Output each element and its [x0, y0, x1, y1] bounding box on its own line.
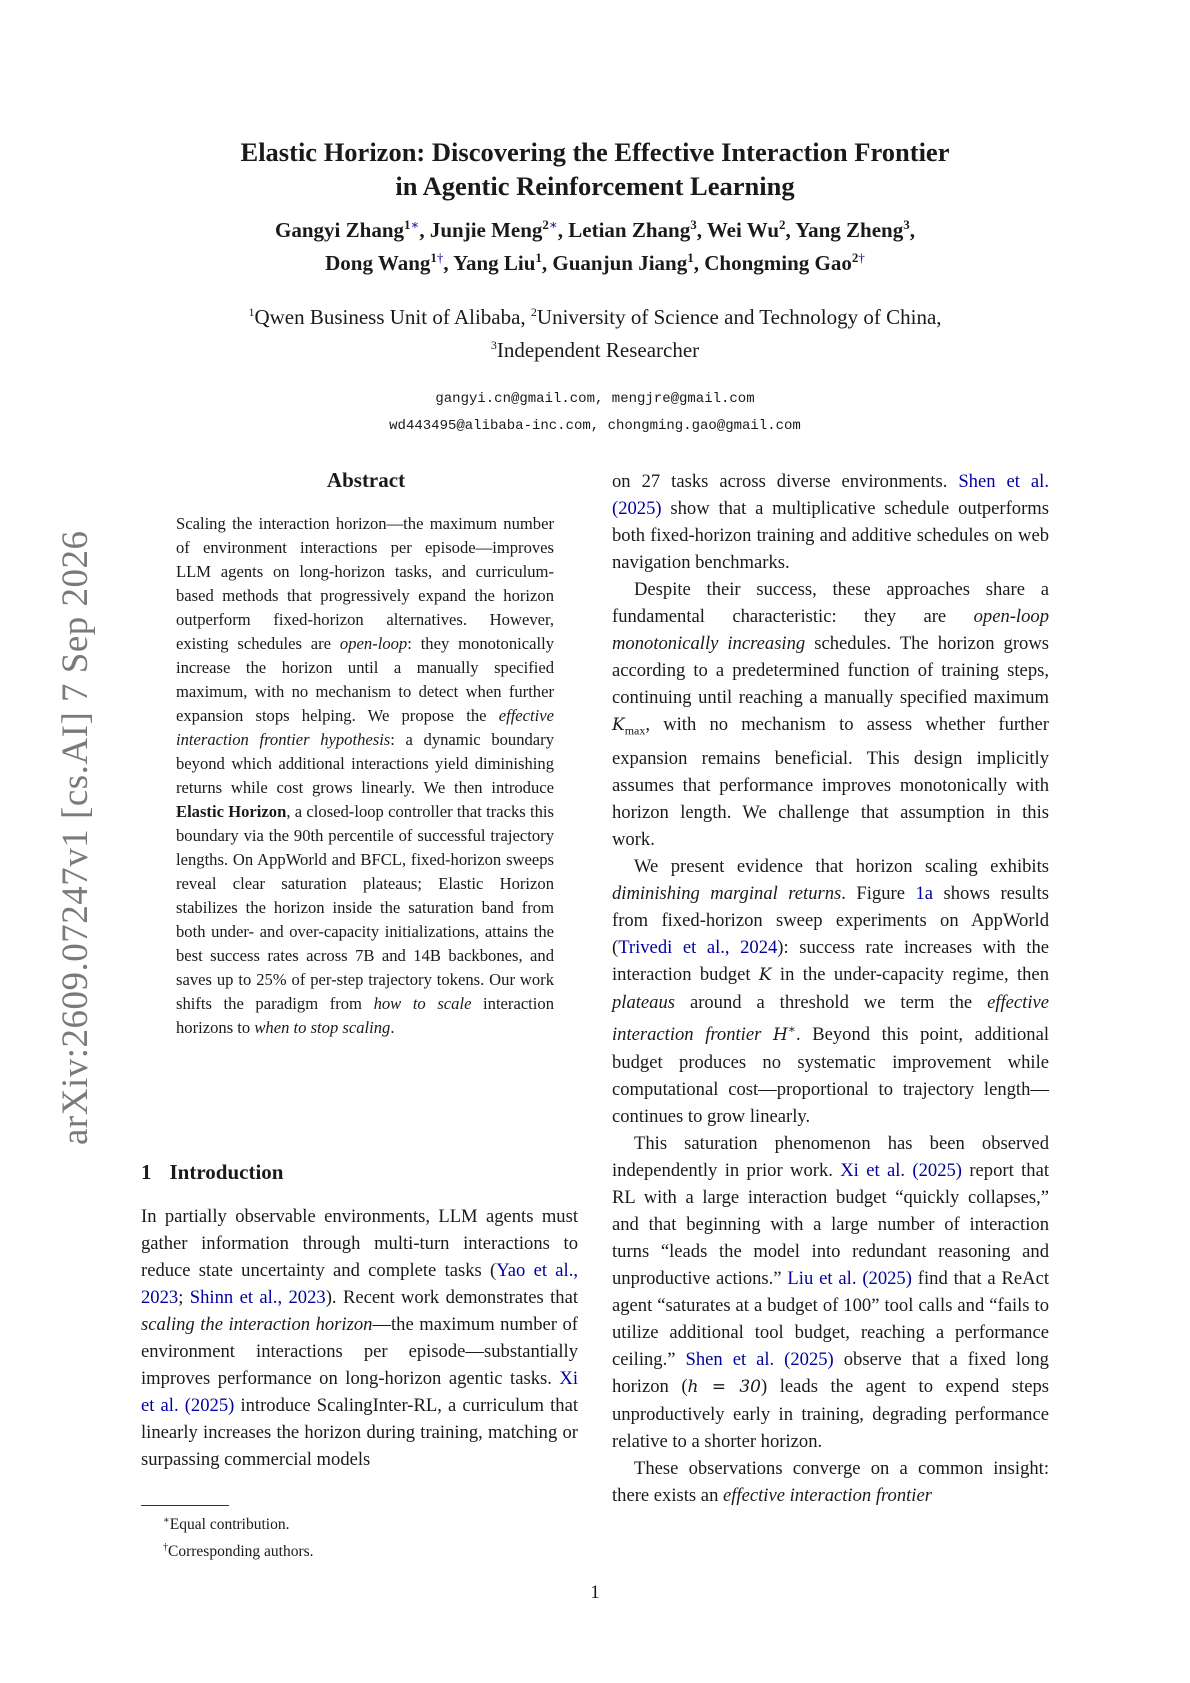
- body-text: ;: [178, 1287, 190, 1308]
- body-text: show that a multiplicative schedule outperforms both fixed-horizon training and additive schedules on web navigation benchmarks.: [612, 498, 1049, 573]
- paragraph: [612, 1455, 1049, 1509]
- abstract-emphasis: how to scale: [373, 994, 472, 1013]
- citation-link[interactable]: Trivedi et al., 2024: [618, 936, 778, 958]
- body-text: , with no mechanism to assess whether further expansion remains beneficial. This design implicitly assumes that performance improves monotonically with horizon length. We challenge that assumption in this work.: [612, 714, 1049, 850]
- author-affiliation-sup: 2: [779, 217, 786, 232]
- affiliation-line-2: [180, 331, 1010, 364]
- affiliation-independent: Independent Researcher: [496, 338, 700, 362]
- title-line-1: Elastic Horizon: Discovering the Effective Interaction Frontier: [240, 137, 950, 167]
- author-name: Yang Liu: [453, 251, 536, 275]
- paper-title: [180, 135, 1010, 203]
- body-text: ). Recent work demonstrates that: [325, 1287, 578, 1308]
- affiliation-sup: 2: [530, 305, 537, 319]
- title-line-2: in Agentic Reinforcement Learning: [395, 171, 795, 201]
- body-text: This saturation phenomenon has been observed independently in prior work.: [612, 1132, 1049, 1181]
- body-text: find that a ReAct agent “saturates at a budget of 100” tool calls and “fails to utilize additional tool budget, reaching a performance ceiling.”: [612, 1267, 1049, 1370]
- abstract-text: .: [390, 1018, 395, 1037]
- author-affiliation-sup: 1: [535, 250, 542, 265]
- paragraph: [141, 1203, 578, 1473]
- body-text: These observations converge on a common insight: there exists an: [612, 1457, 1049, 1506]
- body-text: We present evidence that horizon scaling exhibits: [634, 855, 1049, 877]
- body-text: schedules. The horizon grows according to a predetermined function of training steps, continuing until reaching a manually specified maximum: [612, 633, 1049, 708]
- author-name: Wei Wu: [706, 218, 780, 242]
- abstract-emphasis: when to stop scaling: [254, 1018, 391, 1037]
- section-heading-introduction: [141, 1160, 283, 1185]
- citation-link[interactable]: Shen et al. (2025): [685, 1348, 834, 1370]
- method-name: Elastic Horizon: [176, 802, 287, 821]
- paragraph: [612, 853, 1049, 1130]
- footnote-mark: ∗: [163, 1515, 170, 1526]
- body-text: on 27 tasks across diverse environments.: [612, 471, 959, 492]
- body-text: —the maximum number of environment interactions per episode—substantially improves performance on long-horizon agentic tasks.: [141, 1314, 578, 1389]
- author-line-2: [180, 244, 1010, 277]
- page-number: 1: [590, 1582, 600, 1603]
- author-separator: ,: [909, 218, 915, 242]
- author-separator: ,: [419, 218, 430, 242]
- author-line-1: [180, 211, 1010, 244]
- emphasis: diminishing marginal returns: [612, 882, 842, 904]
- paragraph: [612, 1130, 1049, 1455]
- emphasis: open-loop monotonically increasing: [612, 606, 1049, 654]
- body-text: Despite their success, these approaches share a fundamental characteristic: they are: [612, 579, 1049, 627]
- footnotes: [163, 1509, 314, 1563]
- abstract-text: : a dynamic boundary beyond which additional interactions yield diminishing returns while cost grows linearly. We then introduce: [176, 730, 554, 797]
- body-text: ): success rate increases with the interaction budget: [612, 936, 1050, 985]
- footnote-rule: [141, 1505, 229, 1506]
- author-separator: ,: [541, 251, 553, 275]
- email-line-1[interactable]: gangyi.cn@gmail.com, mengjre@gmail.com: [435, 391, 755, 407]
- body-text: ) leads the agent to expend steps unproductively early in training, degrading performance relative to a shorter horizon.: [612, 1375, 1049, 1452]
- body-text: shows results from fixed-horizon sweep experiments on AppWorld (: [612, 882, 1050, 958]
- abstract-text: : they monotonically increase the horizon until a manually specified maximum, with no mechanism to detect when further expansion stops helping. We propose the: [176, 634, 554, 725]
- body-text: . Beyond this point, additional budget produces no systematic improvement while computational cost—proportional to trajectory length—continues to grow linearly.: [612, 1023, 1049, 1127]
- footnote-equal-contribution: [163, 1509, 314, 1536]
- abstract-text: Scaling the interaction horizon—the maximum number of environment interactions per episode—improves LLM agents on long-horizon tasks, and curriculum-based methods that progressively expand the horizon outperform fixed-horizon alternatives. However, existing schedules are: [176, 514, 554, 653]
- math-symbol: H: [772, 1024, 788, 1045]
- citation-link[interactable]: Xi et al. (2025): [840, 1159, 962, 1181]
- abstract-body: [176, 512, 554, 1040]
- affiliation-line-1: [180, 298, 1010, 331]
- emphasis: effective interaction frontier: [612, 991, 1049, 1045]
- paragraph: [612, 468, 1049, 576]
- citation-link[interactable]: Shinn et al., 2023: [189, 1287, 326, 1308]
- author-name: Chongming Gao: [704, 251, 852, 275]
- math-symbol: K: [612, 715, 625, 735]
- footnote-corresponding: [163, 1536, 314, 1563]
- abstract-text: , a closed-loop controller that tracks this boundary via the 90th percentile of successful trajectory lengths. On AppWorld and BFCL, fixed-horizon sweeps reveal clear saturation plateaus; Elastic Horizon stabilizes the horizon inside the saturation band from both under- and over-capacity initializations, attains the best success rates across 7B and 14B backbones, and saves up to 25% of per-step trajectory tokens. Our work shifts the paradigm from: [176, 802, 555, 1013]
- body-text: . Figure: [841, 882, 916, 904]
- citation-link[interactable]: Yao et al., 2023: [141, 1260, 578, 1308]
- body-text: observe that a fixed long horizon (: [612, 1348, 1049, 1397]
- author-separator: ,: [557, 218, 569, 242]
- emphasis: scaling the interaction horizon: [141, 1314, 373, 1335]
- author-affiliation-sup: 1: [687, 250, 694, 265]
- math-expression: h = 30: [687, 1376, 761, 1397]
- author-name: Letian Zhang: [568, 218, 691, 242]
- emphasis: effective interaction frontier: [723, 1484, 932, 1506]
- abstract-emphasis: open-loop: [339, 634, 408, 653]
- author-footnote-mark[interactable]: ∗: [410, 217, 420, 232]
- affiliation-sup: 3: [490, 338, 497, 352]
- author-affiliation-sup: 2: [851, 250, 859, 265]
- author-name: Yang Zheng: [795, 218, 904, 242]
- citation-link[interactable]: Liu et al. (2025): [787, 1267, 912, 1289]
- author-name: Gangyi Zhang: [275, 218, 404, 242]
- author-footnote-mark[interactable]: ∗: [548, 217, 558, 232]
- footnote-text: Equal contribution.: [169, 1516, 290, 1534]
- citation-link[interactable]: Shen et al. (2025): [612, 471, 1049, 519]
- section-number: 1: [141, 1160, 152, 1184]
- emphasis: plateaus: [612, 991, 676, 1013]
- affiliation-sup: 1: [248, 305, 255, 319]
- footnote-text: Corresponding authors.: [168, 1543, 314, 1561]
- affiliation-ustc: University of Science and Technology of China,: [536, 305, 942, 329]
- affiliation-alibaba: Qwen Business Unit of Alibaba,: [254, 305, 531, 329]
- author-list: [180, 211, 1010, 277]
- author-separator: ,: [443, 251, 454, 275]
- footnote-mark: †: [163, 1542, 168, 1554]
- author-affiliation-sup: 2: [542, 217, 549, 232]
- body-text: In partially observable environments, LLM agents must gather information through multi-turn interactions to reduce state uncertainty and complete tasks (: [141, 1206, 578, 1281]
- author-name: Dong Wang: [325, 251, 431, 275]
- right-column: [612, 468, 1049, 1509]
- citation-link[interactable]: Xi et al. (2025): [141, 1368, 578, 1416]
- author-name: Guanjun Jiang: [552, 251, 688, 275]
- author-emails: [180, 386, 1010, 440]
- author-separator: ,: [785, 218, 796, 242]
- author-affiliation-sup: 1: [430, 250, 437, 265]
- introduction-left-column: [141, 1203, 578, 1473]
- abstract-text: interaction horizons to: [176, 994, 554, 1037]
- body-text: introduce ScalingInter-RL, a curriculum that linearly increases the horizon during training, matching or surpassing commercial models: [141, 1395, 578, 1470]
- author-footnote-mark[interactable]: †: [436, 250, 444, 265]
- math-superscript: ∗: [787, 1021, 796, 1036]
- math-subscript: max: [624, 723, 646, 738]
- abstract-heading: Abstract: [326, 468, 406, 492]
- section-title: Introduction: [169, 1160, 284, 1184]
- author-footnote-mark[interactable]: †: [858, 250, 865, 265]
- email-line-2[interactable]: wd443495@alibaba-inc.com, chongming.gao@gmail.com: [389, 418, 801, 434]
- author-affiliation-sup: 3: [690, 217, 697, 232]
- author-name: Junjie Meng: [429, 218, 543, 242]
- affiliations: [180, 298, 1010, 364]
- body-text: around a threshold we term the: [675, 991, 988, 1013]
- author-affiliation-sup: 1: [404, 217, 411, 232]
- abstract-emphasis: effective interaction frontier hypothesis: [176, 706, 554, 749]
- body-text: report that RL with a large interaction budget “quickly collapses,” and that beginning with a large number of interaction turns “leads the model into redundant reasoning and unproductive actions.”: [612, 1159, 1049, 1289]
- arxiv-identifier-stamp: arXiv:2609.07247v1 [cs.AI] 7 Sep 2026: [55, 530, 96, 1145]
- math-symbol: K: [758, 964, 772, 985]
- author-separator: ,: [696, 218, 707, 242]
- author-affiliation-sup: 3: [903, 217, 910, 232]
- figure-reference-link[interactable]: 1a: [915, 882, 934, 904]
- body-text: in the under-capacity regime, then: [771, 963, 1049, 985]
- paragraph: [612, 576, 1049, 853]
- author-separator: ,: [693, 251, 705, 275]
